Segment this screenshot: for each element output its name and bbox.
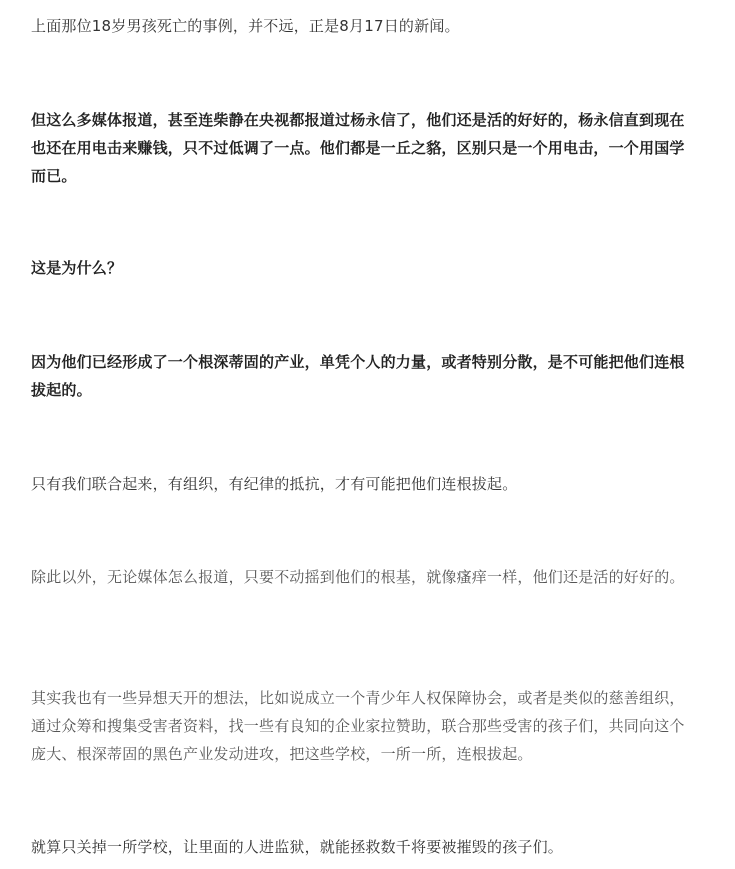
paragraph-5: 只有我们联合起来，有组织，有纪律的抵抗，才有可能把他们连根拔起。 xyxy=(31,475,518,493)
paragraph-8: 就算只关掉一所学校，让里面的人进监狱，就能拯救数千将要被摧毁的孩子们。 xyxy=(31,838,564,856)
paragraph-3: 这是为什么？ xyxy=(31,259,123,277)
paragraph-4: 因为他们已经形成了一个根深蒂固的产业，单凭个人的力量，或者特别分散，是不可能把他们连根拔起的。 xyxy=(31,353,685,399)
paragraph-6: 除此以外，无论媒体怎么报道，只要不动摇到他们的根基，就像瘙痒一样，他们还是活的好好的。 xyxy=(31,568,685,586)
paragraph-1: 上面那位18岁男孩死亡的事例，并不远，正是8月17日的新闻。 xyxy=(31,17,460,35)
paragraph-2: 但这么多媒体报道，甚至连柴静在央视都报道过杨永信了，他们还是活的好好的，杨永信直到现在也还在用电击来赚钱，只不过低调了一点。他们都是一丘之貉，区别只是一个用电击，一个用国学而已。 xyxy=(31,111,685,185)
paragraph-7: 其实我也有一些异想天开的想法，比如说成立一个青少年人权保障协会，或者是类似的慈善组织，通过众筹和搜集受害者资料，找一些有良知的企业家拉赞助，联合那些受害的孩子们，共同向这个庞大、根深蒂固的黑色产业发动进攻，把这些学校，一所一所，连根拔起。 xyxy=(31,689,685,763)
